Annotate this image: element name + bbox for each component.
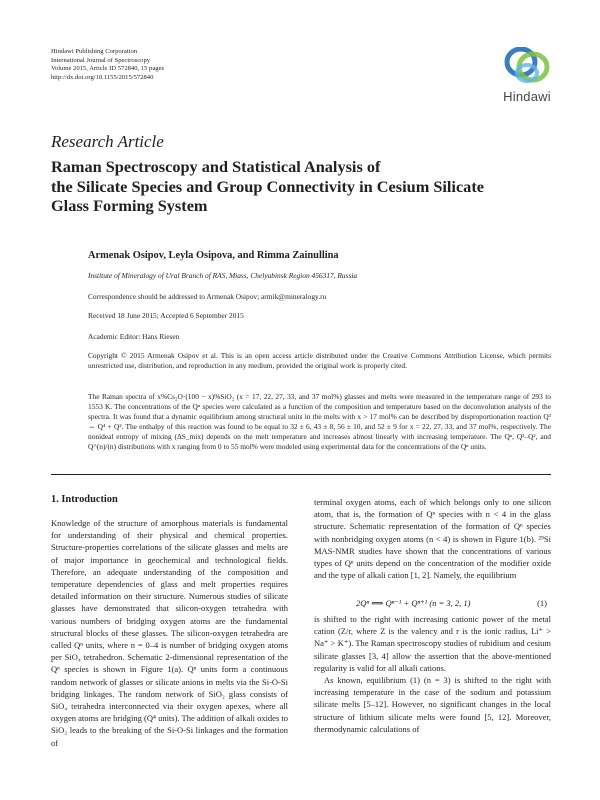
title-line: Raman Spectroscopy and Statistical Analysis of — [51, 157, 381, 176]
equation-text: 2Qⁿ ⟺ Qⁿ⁻¹ + Qⁿ⁺¹ (n = 3, 2, 1) — [356, 598, 471, 608]
paragraph: As known, equilibrium (1) (n = 3) is shifted to the right with increasing temperature in the case of the sodium and potassium silicate melts [5–12]. However, no significant changes in the local structure of lithium silicate melts were found [5, 12]. Moreover, thermodynamic calculations of — [314, 675, 551, 734]
equation-number: (1) — [537, 598, 547, 608]
article-type: Research Article — [51, 132, 164, 151]
abstract: The Raman spectra of x%Cs₂O·(100 − x)%SiO₂ (x = 17, 22, 27, 33, and 37 mol%) glasses and melts were measured in the temperature range of 293 to 1553 K. The concentrations of the Qⁿ species were calculated as a function of the composition and temperature based on the deconvolution analysis of the spectra. It was found that a dynamic equilibrium among structural units in the melts with x > 17 mol% can be described by disproportionation reaction Q³ ⇔ Q⁴ + Q². The enthalpy of this reaction was found to be equal to 32 ± 6, 43 ± 8, 56 ± 10, and 52 ± 9 for x = 22, 27, 33, and 37 mol%, respectively. The nonideal entropy of mixing (ΔS_mix) depends on the melt temperature and increases almost linearly with increasing temperature. The Qⁿ, Q²–Q², and Q^(n)/(n) distributions with x ranging from 0 to 55 mol% were modeled using experimental data for the concentrations of the Qⁿ units. — [88, 392, 551, 452]
right-column-top — [314, 496, 551, 581]
publisher-name: Hindawi Publishing Corporation — [51, 48, 138, 55]
doi-link[interactable]: http://dx.doi.org/10.1155/2015/572840 — [51, 73, 154, 81]
hindawi-logo — [497, 47, 557, 103]
paragraph: terminal oxygen atoms, each of which belongs only to one silicon atom, that is, the formation of Qⁿ species with n < 4 in the glass structure. Schematic representation of the formation of Qⁿ species with nonbridging oxygen atoms (n < 4) is shown in Figure 1(b). ²⁹Si MAS-NMR studies have shown that the concentrations of various types of Qⁿ units depend on the concentration of the modifier oxide and the type of alkali cation [1, 2]. Namely, the equilibrium — [314, 497, 551, 581]
journal-name: International Journal of Spectroscopy — [51, 56, 151, 64]
paragraph: Knowledge of the structure of amorphous materials is fundamental for understanding of their physical and chemical properties. Structure-properties correlations of the silicate glasses and melts are of major importance in geochemical and technological fields. Therefore, an adequate understanding of the composition and temperature dependencies of glass and melt properties requires detailed information on their structure. Numerous studies of silicate glasses have demonstrated that silicon-oxygen tetrahedra with various numbers of bridging oxygen atoms are the fundamental structural blocks of these glasses. The silicon-oxygen tetrahedra are called Qⁿ units, where n = 0–4 is number of bridging oxygen atoms per SiO₄ tetrahedron. Schematic 2-dimensional representation of the Qⁿ species is shown in Figure 1(a). Qⁿ units form a continuous random network of glasses or silicate anions in melts via the Si-O-Si bridging linkages. The random network of SiO₂ glass consists of SiO₄ tetrahedra interconnected via their oxygen apexes, where all oxygen atoms are bridging (Q⁴ units). The addition of alkali oxides to SiO₂ leads to the breaking of the Si-O-Si linkages and the formation of — [51, 518, 288, 748]
copyright-notice: Copyright © 2015 Armenak Osipov et al. This is an open access article distributed under the Creative Commons Attribution License, which permits unrestricted use, distribution, and reproduction in any medium, provided the original work is properly cited. — [88, 351, 551, 370]
volume-info: Volume 2015, Article ID 572840, 15 pages — [51, 65, 165, 73]
divider — [51, 474, 551, 475]
dates: Received 18 June 2015; Accepted 6 September 2015 — [88, 311, 244, 320]
paragraph: is shifted to the right with increasing cationic power of the metal cation (Z/r, where Z is the valency and r is the ionic radius, Li⁺ > Na⁺ > K⁺). The Raman spectroscopy studies of rubidium and cesium silicate glasses [3, 4] allow the assertion that the above-mentioned regularity is valid for all alkali cations. — [314, 614, 551, 673]
hindawi-logo-icon — [497, 47, 557, 87]
publication-info — [51, 48, 164, 82]
article-title — [51, 157, 551, 216]
authors: Armenak Osipov, Leyla Osipova, and Rimma Zainullina — [88, 250, 339, 261]
hindawi-logo-text: Hindawi — [503, 89, 551, 104]
correspondence: Correspondence should be addressed to Armenak Osipov; armik@mineralogy.ru — [88, 292, 327, 301]
section-heading: 1. Introduction — [51, 494, 118, 505]
title-line: Glass Forming System — [51, 196, 208, 215]
academic-editor: Academic Editor: Hans Riesen — [88, 332, 180, 341]
title-line: the Silicate Species and Group Connectivity in Cesium Silicate — [51, 176, 484, 196]
affiliation: Institute of Mineralogy of Ural Branch of RAS, Miass, Chelyabinsk Region 456317, Russia — [88, 271, 358, 280]
right-column-bottom — [314, 613, 551, 735]
left-column — [51, 517, 288, 749]
